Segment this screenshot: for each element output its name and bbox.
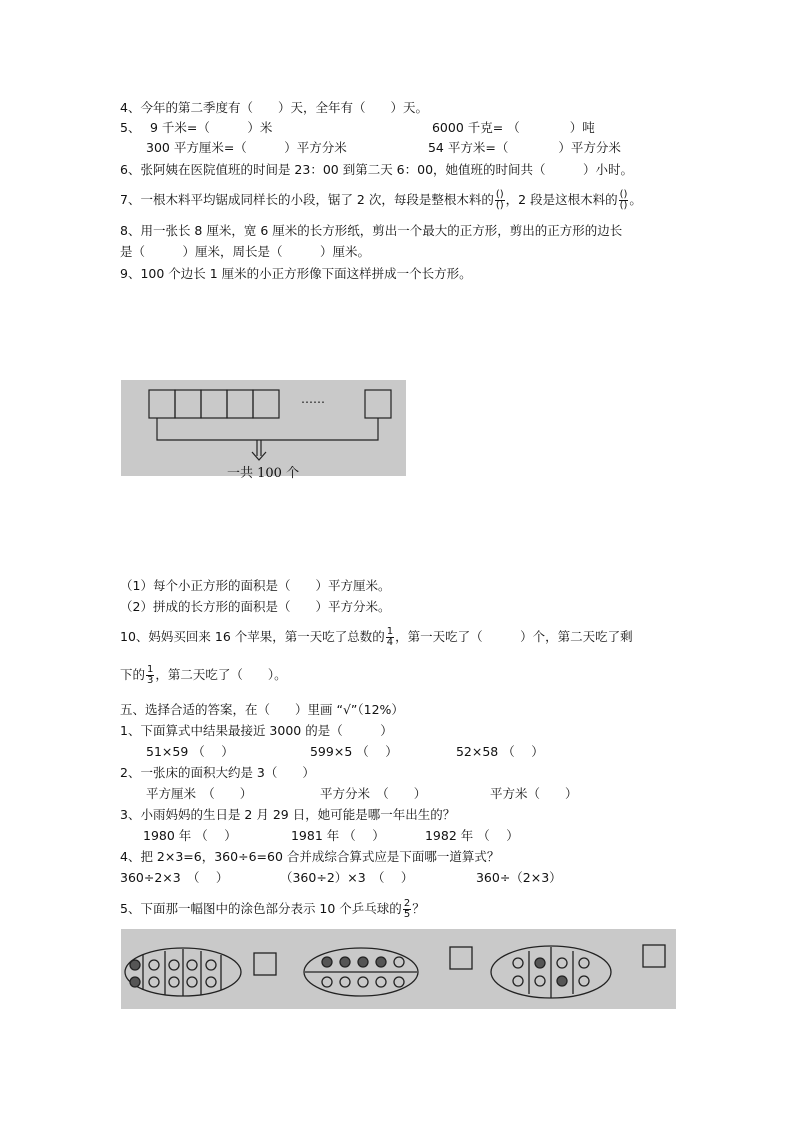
fraction-denominator: 3 [147,675,154,686]
ball-shaded [358,957,368,967]
question-9: 9、100 个边长 1 厘米的小正方形像下面这样拼成一个长方形。 [120,266,472,281]
s5-question-5-text: 5、下面那一幅图中的涂色部分表示 10 个乒乓球的 [120,901,402,916]
s5-question-2-options [146,786,577,802]
ball [322,977,332,987]
question-10-text-4: ，第二天吃了（ ）。 [155,667,287,682]
fraction-numerator: 1 [386,626,394,637]
s5-question-1-options [146,744,544,760]
ball [394,957,404,967]
figure-label-total: 一共 100 个 [227,466,300,481]
ball [535,976,545,986]
s5-question-5-fraction [403,899,411,920]
fraction-numerator: () [495,189,504,200]
option-3a[interactable]: 1980 年 （ ） [143,828,237,843]
option-1a[interactable]: 51×59 （ ） [146,744,234,759]
s5-question-4: 4、把 2×3=6，360÷6=60 合并成综合算式应是下面哪一道算式？ [120,849,500,864]
question-5-row-2 [146,140,621,156]
fraction-denominator: () [495,200,504,211]
ball-shaded [130,977,140,987]
question-7-fraction-2 [619,190,629,211]
ball [513,976,523,986]
option-3c[interactable]: 1982 年 （ ） [424,828,519,843]
small-square [227,390,253,418]
last-small-square [365,390,391,418]
question-9-sub-2: （2）拼成的长方形的面积是（ ）平方分米。 [120,599,391,614]
small-square [253,390,279,418]
ball [169,960,179,970]
ball [358,977,368,987]
question-7-text-3: 。 [629,192,642,207]
ball [579,976,589,986]
s5-question-3: 3、小雨妈妈的生日是 2 月 29 日，她可能是哪一年出生的？ [120,807,456,822]
question-5-a: 9 千米=（ ）米 [149,120,273,135]
ball [206,977,216,987]
ball [557,958,567,968]
ball [340,977,350,987]
ball [149,977,159,987]
ball [376,977,386,987]
ball [149,960,159,970]
s5-question-2: 2、一张床的面积大约是 3（ ） [120,765,315,780]
option-1b[interactable]: 599×5 （ ） [309,744,398,759]
option-2c[interactable]: 平方米（ ） [489,786,578,801]
bracket-line [157,418,378,440]
question-10-fraction-1 [386,627,394,648]
option-2a[interactable]: 平方厘米 （ ） [146,786,253,801]
ball-shaded [535,958,545,968]
small-square [175,390,201,418]
ball [394,977,404,987]
question-10-line-1 [120,626,633,648]
ball [513,958,523,968]
answer-box-a [254,953,276,975]
s5-question-5 [120,898,425,920]
fraction-denominator: () [619,200,628,211]
option-2b[interactable]: 平方分米 （ ） [319,786,427,801]
arrow-head [252,452,266,460]
ball [187,977,197,987]
ball [206,960,216,970]
fraction-numerator: 1 [147,664,154,675]
s5-question-3-options [143,828,519,844]
s5-question-5-end: ？ [412,901,425,916]
option-4a[interactable]: 360÷2×3 （ ） [120,870,229,885]
ball [169,977,179,987]
question-6: 6、张阿姨在医院值班的时间是 23：00 到第二天 6：00，她值班的时间共（ ）小时。 [120,162,634,177]
ball-shaded [322,957,332,967]
question-7 [120,190,642,211]
ball-shaded [130,960,140,970]
ball [579,958,589,968]
question-4: 4、今年的第二季度有（ ）天，全年有（ ）天。 [120,100,428,115]
question-10-line-2 [120,664,287,686]
s5-question-4-options [120,870,562,886]
question-5-b: 6000 千克= （ ）吨 [431,120,595,135]
fraction-numerator: () [619,189,628,200]
section-5-title: 五、选择合适的答案，在（ ）里画 “√”（12%） [120,702,404,717]
fraction-denominator: 5 [403,909,411,920]
s5-question-1: 1、下面算式中结果最接近 3000 的是（ ） [120,723,393,738]
question-5-label: 5、 [120,120,141,135]
ball-shaded [340,957,350,967]
option-4b[interactable]: （360÷2）×3 （ ） [279,870,414,885]
question-8-line-1: 8、用一张长 8 厘米，宽 6 厘米的长方形纸，剪出一个最大的正方形，剪出的正方形的边长 [120,223,623,238]
ellipsis: …… [301,392,325,406]
option-3b[interactable]: 1981 年 （ ） [290,828,385,843]
question-5-c: 300 平方厘米=（ ）平方分米 [146,140,347,155]
answer-box-c [643,945,665,967]
question-5-row-1 [120,120,595,136]
ball [187,960,197,970]
question-7-text-2: ，2 段是这根木料的 [505,192,618,207]
question-10-text-3: 下的 [120,667,146,682]
fraction-numerator: 2 [403,898,411,909]
question-7-text-1: 7、一根木料平均锯成同样长的小段，锯了 2 次，每段是整根木料的 [120,192,494,207]
squares-figure [121,380,406,481]
question-8-line-2: 是（ ）厘米，周长是（ ）厘米。 [120,244,371,259]
ball-shaded [557,976,567,986]
question-10-fraction-2 [146,665,154,686]
ball-shaded [376,957,386,967]
question-10-text-2: ，第一天吃了（ ）个，第二天吃了剩 [395,629,633,644]
question-9-sub-1: （1）每个小正方形的面积是（ ）平方厘米。 [120,578,391,593]
answer-box-b [450,947,472,969]
question-5-d: 54 平方米=（ ）平方分米 [427,140,621,155]
ping-pong-figure [121,929,676,1009]
small-square [201,390,227,418]
question-10-text-1: 10、妈妈买回来 16 个苹果，第一天吃了总数的 [120,629,385,644]
option-4c[interactable]: 360÷（2×3） [475,870,562,885]
small-square [149,390,175,418]
question-7-fraction-1 [495,190,505,211]
option-1c[interactable]: 52×58 （ ） [455,744,544,759]
fraction-denominator: 4 [386,637,394,648]
